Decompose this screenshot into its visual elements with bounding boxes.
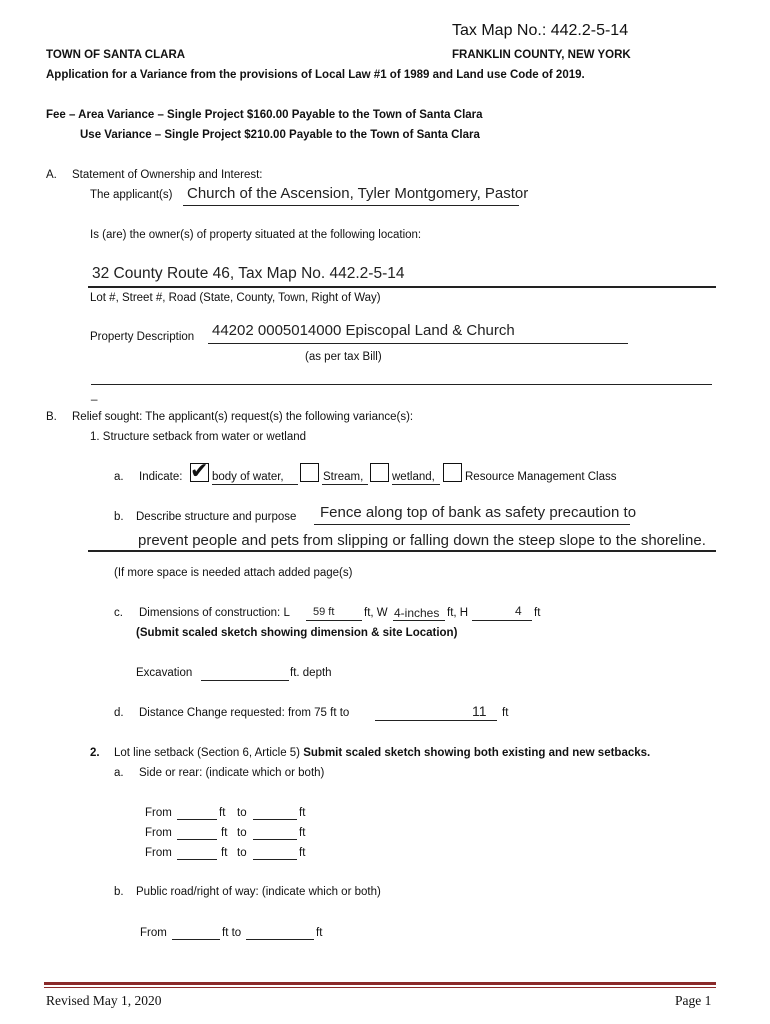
side-rear-label: Side or rear: (indicate which or both) bbox=[139, 767, 325, 779]
describe-structure-label: Describe structure and purpose bbox=[136, 511, 297, 523]
item-d-letter: d. bbox=[114, 707, 124, 719]
extra-description-line[interactable] bbox=[91, 384, 712, 385]
item-c-letter: c. bbox=[114, 607, 123, 619]
from-row bbox=[145, 847, 325, 863]
tax-map-number: Tax Map No.: 442.2-5-14 bbox=[452, 22, 629, 39]
side-rear-letter: a. bbox=[114, 767, 124, 779]
to-label: to bbox=[237, 847, 247, 859]
footer-rule bbox=[44, 982, 716, 985]
ft-label: ft bbox=[299, 827, 306, 839]
footer-rule-thin bbox=[44, 987, 716, 988]
option-body-of-water: body of water, bbox=[212, 471, 284, 483]
applicant-field[interactable]: Church of the Ascension, Tyler Montgomery, Pastor bbox=[187, 185, 529, 202]
ft-h-label: ft, H bbox=[447, 607, 469, 619]
option-resource-management: Resource Management Class bbox=[465, 471, 617, 483]
excavation-unit: ft. depth bbox=[290, 667, 332, 679]
height-line bbox=[472, 620, 532, 621]
owner-statement: Is (are) the owner(s) of property situated at the following location: bbox=[90, 229, 422, 241]
to-field[interactable] bbox=[253, 859, 297, 860]
public-from-field[interactable] bbox=[172, 939, 220, 940]
height-field[interactable]: 4 bbox=[515, 604, 522, 618]
length-field[interactable]: 59 ft bbox=[313, 606, 335, 618]
from-label: From bbox=[145, 807, 172, 819]
location-caption: Lot #, Street #, Road (State, County, Town, Right of Way) bbox=[90, 292, 381, 304]
public-to-field[interactable] bbox=[246, 939, 314, 940]
distance-unit: ft bbox=[502, 707, 509, 719]
footer-revised-date: Revised May 1, 2020 bbox=[46, 993, 162, 1008]
ft-to-label: ft to bbox=[222, 927, 242, 939]
ft-label: ft bbox=[219, 807, 226, 819]
public-road-letter: b. bbox=[114, 886, 124, 898]
item-2-number: 2. bbox=[90, 747, 100, 759]
section-b-title: Relief sought: The applicant(s) request(s) the following variance(s): bbox=[72, 411, 414, 423]
excavation-field[interactable] bbox=[201, 680, 289, 681]
length-line bbox=[306, 620, 362, 621]
property-description-label: Property Description bbox=[90, 331, 195, 343]
width-line bbox=[393, 620, 445, 621]
width-field[interactable]: 4-inches bbox=[394, 606, 440, 620]
from-field[interactable] bbox=[177, 819, 217, 820]
item-2-text bbox=[114, 747, 650, 759]
from-label: From bbox=[140, 927, 167, 939]
from-field[interactable] bbox=[177, 859, 217, 860]
ft-label: ft bbox=[299, 807, 306, 819]
ft-label: ft bbox=[299, 847, 306, 859]
item-a-letter: a. bbox=[114, 471, 124, 483]
item-1-structure-setback: 1. Structure setback from water or wetland bbox=[90, 431, 307, 443]
applicant-field-line bbox=[183, 205, 519, 206]
option-stream: Stream, bbox=[323, 471, 364, 483]
from-row bbox=[145, 827, 325, 843]
ft-label: ft bbox=[221, 827, 228, 839]
lot-line-sketch-note: Submit scaled sketch showing both existing and new setbacks. bbox=[303, 747, 651, 759]
excavation-label: Excavation bbox=[136, 667, 193, 679]
from-row bbox=[145, 807, 325, 823]
to-field[interactable] bbox=[253, 819, 297, 820]
fee-area-variance: Fee – Area Variance – Single Project $160.00 Payable to the Town of Santa Clara bbox=[46, 109, 483, 121]
lot-line-setback-label: Lot line setback (Section 6, Article 5) bbox=[114, 747, 301, 759]
from-label: From bbox=[145, 847, 172, 859]
dimensions-label: Dimensions of construction: L bbox=[139, 607, 290, 619]
fee-use-variance: Use Variance – Single Project $210.00 Payable to the Town of Santa Clara bbox=[80, 129, 480, 141]
distance-field[interactable]: 11 bbox=[472, 703, 487, 719]
public-road-label: Public road/right of way: (indicate which or both) bbox=[136, 886, 381, 898]
distance-line bbox=[375, 720, 497, 721]
location-field-line bbox=[88, 286, 716, 288]
tax-bill-caption: (as per tax Bill) bbox=[305, 351, 382, 363]
to-field[interactable] bbox=[253, 839, 297, 840]
county-name: FRANKLIN COUNTY, NEW YORK bbox=[452, 49, 631, 61]
ft-label: ft bbox=[221, 847, 228, 859]
property-description-field[interactable]: 44202 0005014000 Episcopal Land & Church bbox=[212, 322, 515, 339]
describe-line-1 bbox=[314, 524, 630, 525]
distance-label: Distance Change requested: from 75 ft to bbox=[139, 707, 350, 719]
stream-underline bbox=[322, 484, 368, 485]
more-space-note: (If more space is needed attach added page(s) bbox=[114, 567, 353, 579]
from-field[interactable] bbox=[177, 839, 217, 840]
ft-label: ft bbox=[534, 607, 541, 619]
town-name: TOWN OF SANTA CLARA bbox=[46, 49, 186, 61]
checkbox-resource-management[interactable] bbox=[443, 463, 462, 482]
to-label: to bbox=[237, 807, 247, 819]
application-title: Application for a Variance from the provisions of Local Law #1 of 1989 and Land use Code of 2019. bbox=[46, 69, 585, 81]
to-label: to bbox=[237, 827, 247, 839]
from-label: From bbox=[145, 827, 172, 839]
option-wetland: wetland, bbox=[392, 471, 435, 483]
checkbox-wetland[interactable] bbox=[370, 463, 389, 482]
location-field[interactable]: 32 County Route 46, Tax Map No. 442.2-5-14 bbox=[92, 265, 405, 282]
item-b-letter: b. bbox=[114, 511, 124, 523]
footer-page-number: Page 1 bbox=[675, 993, 712, 1008]
body-underline bbox=[212, 484, 298, 485]
stray-underscore: _ bbox=[91, 389, 98, 401]
section-b-letter: B. bbox=[46, 411, 57, 423]
describe-line-2 bbox=[88, 550, 716, 552]
describe-field-line-1[interactable]: Fence along top of bank as safety precaution to bbox=[320, 504, 637, 521]
ft-w-label: ft, W bbox=[364, 607, 388, 619]
wetland-underline bbox=[392, 484, 440, 485]
section-a-letter: A. bbox=[46, 169, 57, 181]
ft-label: ft bbox=[316, 927, 323, 939]
section-a-title: Statement of Ownership and Interest: bbox=[72, 169, 263, 181]
describe-field-line-2[interactable]: prevent people and pets from slipping or falling down the steep slope to the shoreline. bbox=[138, 532, 706, 549]
checkbox-stream[interactable] bbox=[300, 463, 319, 482]
public-road-from-row bbox=[140, 927, 340, 943]
indicate-label: Indicate: bbox=[139, 471, 183, 483]
checkmark-icon: ✔ bbox=[190, 459, 209, 484]
property-description-line bbox=[208, 343, 628, 344]
submit-sketch-note: (Submit scaled sketch showing dimension & site Location) bbox=[136, 627, 458, 639]
applicant-label: The applicant(s) bbox=[90, 189, 173, 201]
